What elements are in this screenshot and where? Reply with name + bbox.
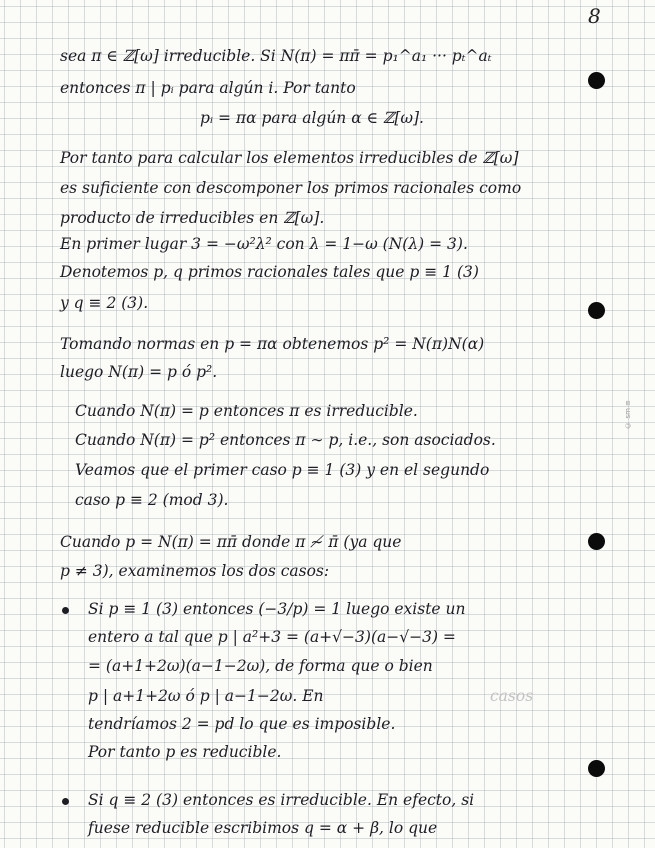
text-line: fuese reducible escribimos q = α + β, lo que [88, 819, 438, 837]
bullet [62, 798, 69, 805]
text-line: Denotemos p, q primos racionales tales que p ≡ 1 (3) [60, 263, 479, 281]
margin-mark: © sm ≡ [624, 400, 632, 429]
text-line: tendríamos 2 = pd lo que es imposible. [88, 715, 396, 733]
binder-hole [588, 302, 605, 319]
text-line: entonces π | pᵢ para algún i. Por tanto [60, 79, 356, 97]
text-line: Tomando normas en p = πα obtenemos p² = N(π)N(α) [60, 335, 485, 353]
text-line: luego N(π) = p ó p². [60, 363, 218, 381]
text-line: Veamos que el primer caso p ≡ 1 (3) y en el segundo [75, 461, 490, 479]
text-line: Cuando p = N(π) = ππ̄ donde π ≁ π̄ (ya que [60, 533, 402, 551]
text-line: Por tanto p es reducible. [88, 743, 282, 761]
text-line: En primer lugar 3 = −ω²λ² con λ = 1−ω (N(λ) = 3). [60, 235, 468, 253]
text-line: p | a+1+2ω ó p | a−1−2ω. En [88, 687, 324, 705]
page-number: 8 [588, 4, 601, 28]
text-line: pᵢ = πα para algún α ∈ ℤ[ω]. [200, 109, 424, 127]
text-line: caso p ≡ 2 (mod 3). [75, 491, 229, 509]
text-line: y q ≡ 2 (3). [60, 294, 149, 312]
text-line: producto de irreducibles en ℤ[ω]. [60, 209, 325, 227]
binder-hole [588, 760, 605, 777]
text-line: sea π ∈ ℤ[ω] irreducible. Si N(π) = ππ̄ = p₁^a₁ ··· pₜ^aₜ [60, 47, 492, 65]
binder-hole [588, 72, 605, 89]
text-line: = (a+1+2ω)(a−1−2ω), de forma que o bien [88, 657, 433, 675]
text-line: entero a tal que p | a²+3 = (a+√−3)(a−√−3) = [88, 628, 456, 646]
text-line: Si p ≡ 1 (3) entonces (−3/p) = 1 luego existe un [88, 600, 466, 618]
text-line: Cuando N(π) = p² entonces π ∼ p, i.e., son asociados. [75, 431, 496, 449]
text-line: Si q ≡ 2 (3) entonces es irreducible. En efecto, si [88, 791, 475, 809]
text-line: Por tanto para calcular los elementos irreducibles de ℤ[ω] [60, 149, 519, 167]
text-line: casos [490, 687, 534, 705]
text-line: p ≠ 3), examinemos los dos casos: [60, 562, 330, 580]
binder-hole [588, 533, 605, 550]
text-line: Cuando N(π) = p entonces π es irreducible. [75, 402, 418, 420]
text-line: es suficiente con descomponer los primos racionales como [60, 179, 522, 197]
bullet [62, 607, 69, 614]
